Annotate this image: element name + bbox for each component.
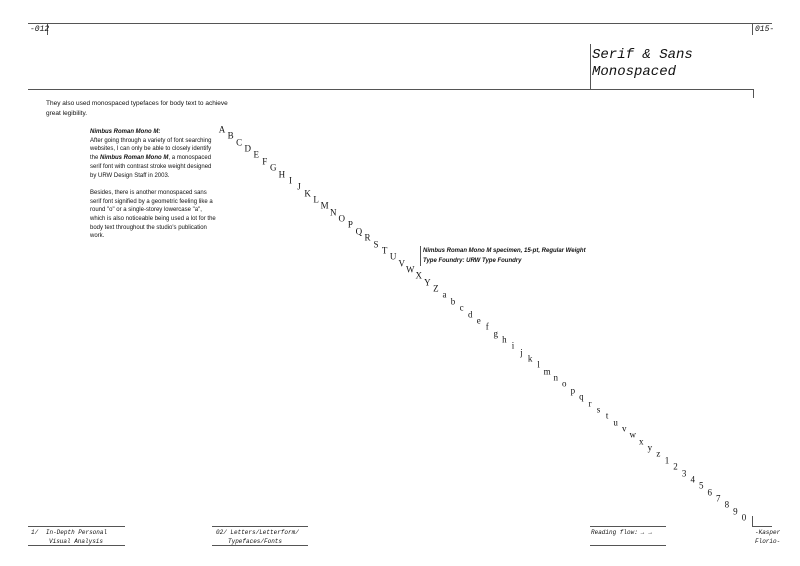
reading-flow [591, 529, 653, 538]
footer-line-1a: In-Depth Personal [45, 529, 108, 536]
specimen-glyph: c [459, 302, 464, 313]
specimen-glyph: r [588, 398, 592, 408]
specimen-glyph: 1 [664, 455, 670, 466]
page-title [592, 47, 693, 81]
paragraph-1-start: After going through a variety of font searching websites, I can only be able to closely identify the [90, 137, 212, 162]
footer-section-1 [31, 529, 107, 546]
specimen-glyph: l [537, 359, 540, 370]
specimen-glyph: 0 [741, 512, 747, 523]
specimen-glyph: T [381, 245, 388, 256]
reading-flow-arrows: → → [639, 530, 654, 536]
footer-rule-1-top [28, 526, 125, 527]
specimen-glyph: N [329, 207, 337, 218]
footer-section-2 [216, 529, 299, 546]
specimen-glyph: u [613, 417, 618, 428]
caption-line2: Type Foundry: URW Type Foundry [423, 258, 522, 264]
specimen-glyph: U [389, 251, 397, 262]
footer-tick-4 [752, 516, 753, 526]
footer-line-2b: Typefaces/Fonts [228, 537, 283, 545]
specimen-glyph: z [656, 448, 661, 459]
font-heading: Nimbus Roman Mono M: [90, 129, 161, 135]
top-rule [28, 23, 772, 24]
reading-flow-label: Reading flow: [591, 529, 638, 536]
specimen-glyph: 6 [707, 487, 713, 498]
footer-rule-3-top [590, 526, 666, 527]
specimen-caption [420, 246, 586, 266]
specimen-glyph: x [639, 436, 644, 447]
specimen-glyph: g [493, 328, 499, 338]
footer-number-1: 1/ [31, 529, 39, 536]
title-right-rule [753, 89, 754, 98]
specimen-glyph: b [450, 296, 456, 307]
specimen-glyph: f [485, 321, 489, 332]
specimen-glyph: Y [424, 277, 431, 288]
specimen-glyph: n [553, 372, 558, 383]
specimen-glyph: Q [355, 226, 363, 237]
specimen-glyph: a [442, 289, 447, 300]
footer-rule-3-bottom [590, 545, 666, 546]
specimen-glyph: t [605, 410, 609, 421]
font-section [90, 128, 218, 180]
page-title-line2: Monospaced [592, 64, 677, 80]
specimen-glyph: j [520, 347, 523, 358]
specimen-glyph: 7 [716, 493, 721, 504]
specimen-glyph: B [227, 130, 234, 141]
author-line-1: -Kasper [755, 529, 781, 536]
specimen-glyph: m [543, 366, 551, 377]
specimen-glyph: P [347, 219, 353, 230]
specimen-glyph: 2 [673, 461, 678, 472]
specimen-glyph: i [511, 340, 515, 351]
specimen-glyph: h [502, 334, 507, 345]
specimen-glyph: Z [433, 283, 439, 294]
intro-text: They also used monospaced typefaces for body text to achieve great legibility. [46, 100, 228, 117]
author-line-2: Florio- [755, 537, 781, 545]
specimen-glyph: X [415, 270, 423, 281]
page-title-line1: Serif & Sans [592, 47, 693, 63]
specimen-glyph: 8 [724, 499, 730, 510]
specimen-glyph: V [398, 258, 405, 269]
page-number-left: -012 [30, 25, 50, 34]
body-column [90, 128, 218, 250]
footer-line-1b: Visual Analysis [49, 537, 104, 545]
specimen-glyph: 5 [698, 480, 704, 491]
specimen-glyph: O [338, 213, 346, 224]
paragraph-2: Besides, there is another monospaced sans serif font signified by a geometric feeling like a round "o" or a single-storey lowercase "a", which is also noticeable being used a lot for the body text throughout the studio's publication work. [90, 189, 216, 240]
author-name [755, 529, 780, 546]
footer-rule-2-top [212, 526, 308, 527]
specimen-glyph: K [304, 188, 311, 199]
specimen-glyph: S [373, 239, 379, 249]
specimen-glyph: v [621, 423, 627, 434]
paragraph-1-end: , a monospaced serif font with contrast stroke weight designed by URW Design Staff in 2003. [90, 155, 212, 179]
specimen-glyph: E [253, 149, 259, 160]
specimen-glyph: J [297, 181, 301, 192]
specimen-glyph: 4 [690, 474, 695, 485]
specimen-glyph: D [244, 143, 251, 154]
footer-rule-4-top [752, 526, 772, 527]
specimen-glyph: 3 [681, 468, 687, 478]
title-left-rule [590, 44, 591, 90]
specimen-glyph: C [236, 137, 243, 148]
page-number-right: 015- [755, 25, 775, 34]
title-underline [28, 89, 753, 90]
specimen-glyph: k [527, 353, 533, 364]
caption-line1: Nimbus Roman Mono M specimen, 15-pt, Regular Weight [423, 248, 586, 254]
specimen-glyph: A [218, 124, 226, 135]
specimen-glyph: q [579, 391, 584, 402]
specimen-glyph: I [289, 175, 292, 186]
specimen-glyph: s [596, 404, 601, 415]
specimen-glyph: M [320, 200, 329, 211]
specimen-glyph: d [467, 309, 473, 319]
font-name-bold: Nimbus Roman Mono M [100, 155, 169, 162]
specimen-glyph: W [406, 264, 415, 275]
specimen-glyph: o [562, 378, 567, 389]
specimen-glyph: e [476, 315, 481, 326]
specimen-glyph: p [570, 385, 576, 396]
specimen-glyph: y [647, 442, 653, 453]
specimen-glyph: H [278, 169, 286, 179]
specimen-glyph: F [262, 156, 268, 167]
specimen-glyph: R [364, 232, 371, 243]
specimen-glyph: G [270, 162, 277, 173]
top-right-tick [752, 23, 753, 35]
specimen-glyph: L [313, 194, 319, 205]
specimen-glyph: w [629, 429, 637, 440]
footer-line-2a: 02/ Letters/Letterform/ [216, 529, 299, 536]
specimen-glyph: 9 [733, 506, 738, 517]
